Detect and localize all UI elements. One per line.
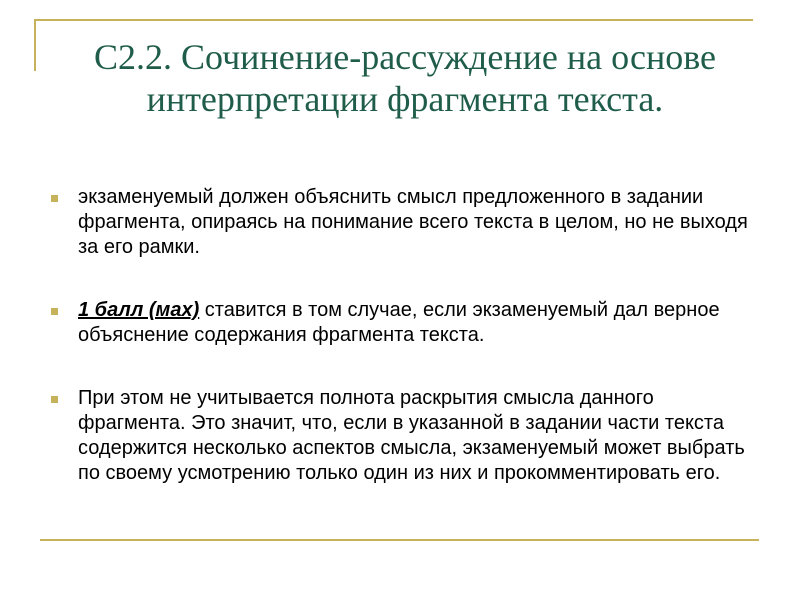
score-emphasis: 1 балл (мах) bbox=[78, 299, 200, 321]
bullet-item bbox=[48, 298, 760, 348]
bullet-list bbox=[48, 185, 760, 524]
left-divider bbox=[34, 19, 36, 71]
bullet-item bbox=[48, 185, 760, 260]
square-bullet-icon bbox=[51, 396, 58, 403]
square-bullet-icon bbox=[51, 308, 58, 315]
bullet-text: При этом не учитывается полнота раскрытия смысла данного фрагмента. Это значит, что, если в указанной в задании части текста содержится несколько аспектов смысла, экзаменуемый может выбрать по своему усмотрению только один из них и прокомментировать его. bbox=[78, 387, 745, 484]
bullet-text: экзаменуемый должен объяснить смысл предложенного в задании фрагмента, опираясь на понимание всего текста в целом, но не выходя за его рамки. bbox=[78, 186, 748, 258]
slide-title: С2.2. Сочинение-рассуждение на основе интерпретации фрагмента текста. bbox=[93, 37, 717, 119]
top-divider bbox=[34, 19, 753, 21]
bullet-text: ставится в том случае, если экзаменуемый дал верное объяснение содержания фрагмента текста. bbox=[78, 299, 720, 346]
bullet-item bbox=[48, 386, 760, 486]
square-bullet-icon bbox=[51, 195, 58, 202]
bottom-divider bbox=[40, 539, 759, 541]
